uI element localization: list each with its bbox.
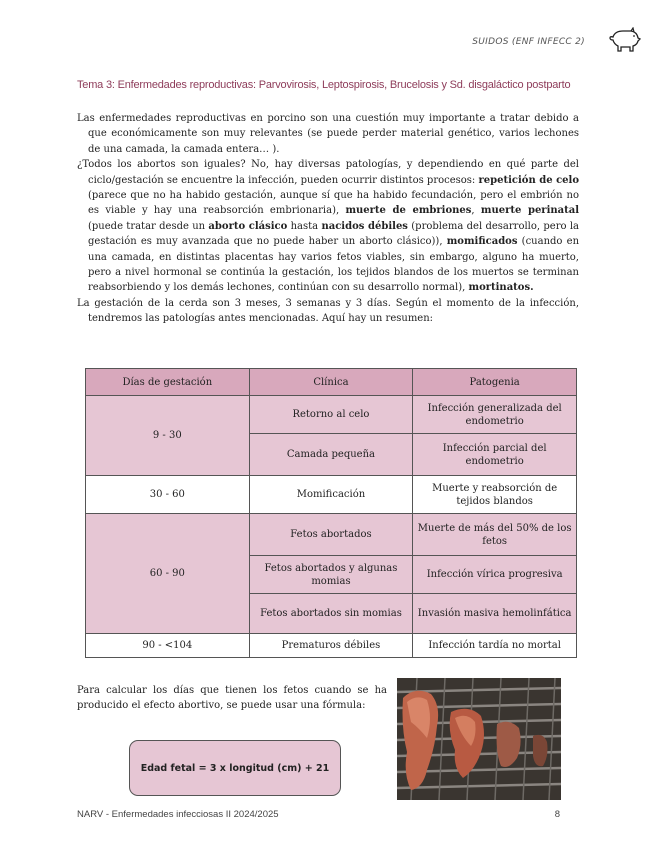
- text-span: hasta: [287, 220, 322, 232]
- term-repeticion-celo: repetición de celo: [478, 174, 580, 186]
- aborted-fetuses-photo: [397, 678, 561, 800]
- days-cell: 90 - <104: [86, 634, 250, 658]
- clinica-cell: Fetos abortados sin momias: [249, 594, 413, 634]
- term-nacidos-debiles: nacidos débiles: [321, 220, 408, 232]
- text-span: (problema del desarrollo, pero la gestación es muy avanzada que no puede haber un aborto clásico)),: [88, 220, 579, 248]
- paragraph-gestacion: La gestación de la cerda son 3 meses, 3 semanas y 3 días. Según el momento de la infección, tendremos las patologías antes mencionadas. Aquí hay un resumen:: [77, 297, 579, 325]
- term-muerte-perinatal: muerte perinatal: [480, 205, 580, 217]
- clinica-cell: Retorno al celo: [249, 396, 413, 434]
- table-header: Clínica: [249, 369, 413, 396]
- table-row: [86, 514, 577, 556]
- patogenia-cell: Infección tardía no mortal: [413, 634, 577, 658]
- days-cell: 9 - 30: [86, 396, 250, 476]
- term-mortinatos: mortinatos.: [468, 282, 534, 294]
- text-span: (cuando en una camada, en distintas placentas hay varios fetos viables, sin embargo, alguno ha muerto, pero a nivel hormonal se continúa la gestación, los tejidos blandos de los muertos se terminan reabsorbiendo y los demás lechones, continúan con su desarrollo normal),: [88, 236, 580, 294]
- clinica-cell: Camada pequeña: [249, 434, 413, 476]
- table-row: [86, 476, 577, 514]
- header-title: SUIDOS (ENF INFECC 2): [472, 37, 585, 47]
- clinica-cell: Fetos abortados y algunas momias: [249, 556, 413, 594]
- pig-icon: [609, 27, 641, 53]
- formula-box: [129, 740, 341, 796]
- table-row: [86, 396, 577, 434]
- gestation-table: [85, 368, 577, 658]
- clinica-cell: Prematuros débiles: [249, 634, 413, 658]
- days-cell: 60 - 90: [86, 514, 250, 634]
- text-span: ¿Todos los abortos son iguales? No, hay diversas patologías, y dependiendo en qué parte del ciclo/gestación se encuentre la infección, pueden ocurrir distintos procesos:: [77, 159, 579, 186]
- term-momificados: momificados: [446, 236, 518, 248]
- text-span: (puede tratar desde un: [88, 220, 209, 232]
- formula-intro-text: Para calcular los días que tienen los fetos cuando se ha producido el efecto abortivo, se puede usar una fórmula:: [77, 685, 387, 712]
- text-span: (parece que no ha habido gestación, aunque sí que ha habido fecundación, pero el embrión no es viable y hay una reabsorción embrionaria),: [88, 190, 579, 217]
- table-header: Patogenia: [413, 369, 577, 396]
- patogenia-cell: Infección parcial del endometrio: [413, 434, 577, 476]
- page-number: 8: [554, 809, 560, 820]
- days-cell: 30 - 60: [86, 476, 250, 514]
- patogenia-cell: Invasión masiva hemolinfática: [413, 594, 577, 634]
- paragraph-abortos: [77, 157, 579, 296]
- table-header: Días de gestación: [86, 369, 250, 396]
- footer-text: NARV - Enfermedades infecciosas II 2024/2025: [77, 809, 279, 820]
- paragraph-intro: Las enfermedades reproductivas en porcino son una cuestión muy importante a tratar debido a que económicamente son muy relevantes (se puede perder material genético, varios lechones de una camada, la camada entera… ).: [77, 113, 579, 155]
- term-aborto-clasico: aborto clásico: [208, 220, 288, 232]
- term-muerte-embriones: muerte de embriones: [345, 205, 472, 217]
- clinica-cell: Momificación: [249, 476, 413, 514]
- patogenia-cell: Muerte y reabsorción de tejidos blandos: [413, 476, 577, 514]
- table-row: [86, 634, 577, 658]
- patogenia-cell: Infección generalizada del endometrio: [413, 396, 577, 434]
- formula-text: Edad fetal = 3 x longitud (cm) + 21: [140, 762, 330, 774]
- text-span: ,: [471, 205, 481, 217]
- topic-title: Tema 3: Enfermedades reproductivas: Parvovirosis, Leptospirosis, Brucelosis y Sd. disgaláctico postparto: [77, 79, 571, 91]
- patogenia-cell: Infección vírica progresiva: [413, 556, 577, 594]
- patogenia-cell: Muerte de más del 50% de los fetos: [413, 514, 577, 556]
- table-header-row: [86, 369, 577, 396]
- body-text: [77, 111, 579, 327]
- clinica-cell: Fetos abortados: [249, 514, 413, 556]
